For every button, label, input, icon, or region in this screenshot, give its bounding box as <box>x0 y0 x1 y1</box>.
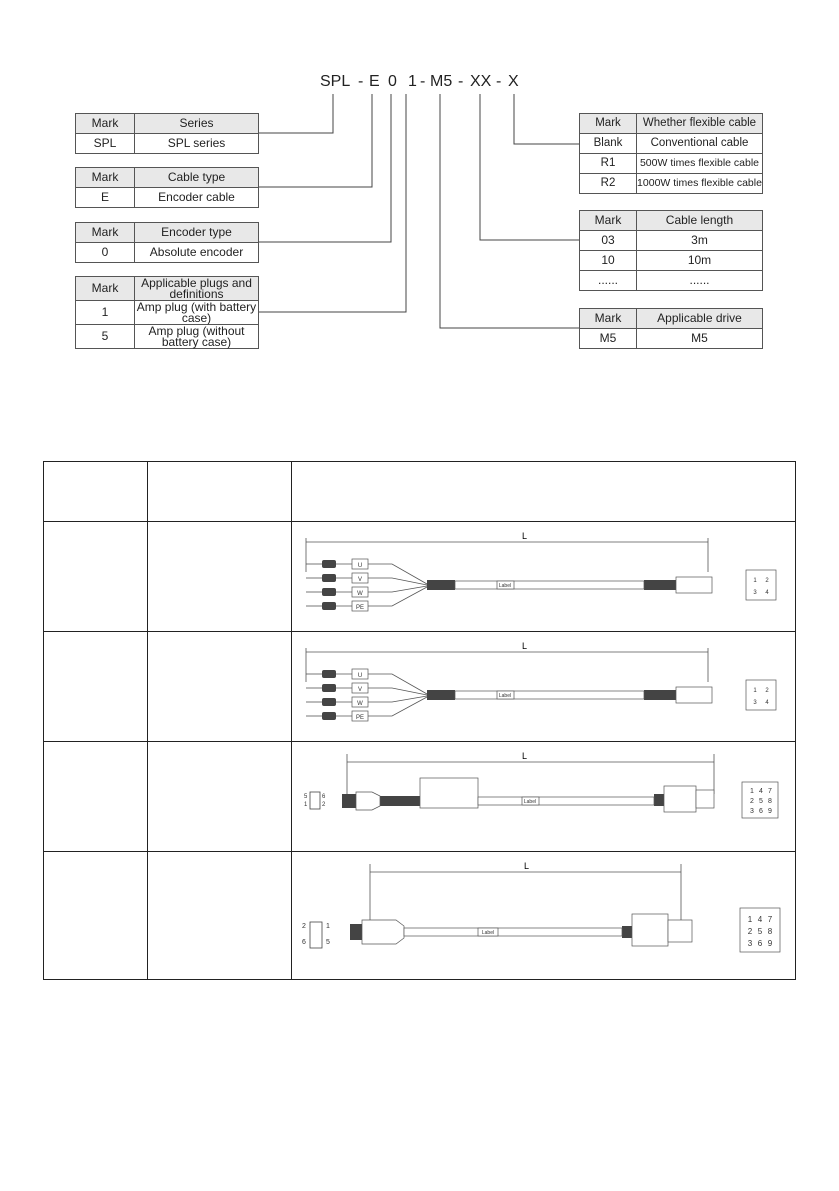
row-cell <box>44 742 148 852</box>
header-mark: Mark <box>76 114 135 134</box>
header-flexible: Whether flexible cable <box>637 114 763 134</box>
code-part-flexible: X <box>508 73 519 90</box>
label-tag: Label <box>498 583 512 589</box>
header-mark: Mark <box>580 309 637 329</box>
power-cable-flex-drawing <box>292 632 795 736</box>
cell-mark: 10 <box>580 251 637 271</box>
code-dash: - <box>496 73 502 90</box>
row-cell <box>148 522 292 632</box>
header-cell-2 <box>148 462 292 522</box>
wire-label-pe: PE <box>355 605 365 611</box>
pin9-8: 8 <box>768 798 772 805</box>
cell-mark: 5 <box>76 325 135 349</box>
row-cell <box>44 632 148 742</box>
header-series: Series <box>135 114 259 134</box>
length-table <box>579 210 763 291</box>
pin9-5: 5 <box>757 927 763 936</box>
cell-cable-type: Encoder cable <box>135 188 259 208</box>
pin-1: 1 <box>326 923 330 930</box>
pin9-4: 4 <box>759 788 763 795</box>
pin-2: 2 <box>322 802 326 808</box>
header-mark: Mark <box>76 168 135 188</box>
label-tag: Label <box>481 930 495 936</box>
code-part-encoder-type: 0 <box>388 73 397 90</box>
header-mark: Mark <box>580 211 637 231</box>
label-tag: Label <box>523 799 537 805</box>
encoder-cable-battery-drawing <box>292 742 795 846</box>
drawing-cell <box>292 852 796 980</box>
cell-plug: Amp plug (with battery case) <box>135 301 259 325</box>
header-drive: Applicable drive <box>637 309 763 329</box>
row-cell <box>148 852 292 980</box>
code-part-drive: M5 <box>430 73 453 90</box>
header-row <box>44 462 796 522</box>
table-row <box>44 522 796 632</box>
encoder-cable-drawing <box>292 852 795 974</box>
pin9-3: 3 <box>750 808 754 815</box>
cell-length: ...... <box>637 271 763 291</box>
pin9-9: 9 <box>768 808 772 815</box>
code-dash: - <box>420 73 426 90</box>
cell-mark: SPL <box>76 134 135 154</box>
pin-3: 3 <box>753 700 757 706</box>
header-cable-type: Cable type <box>135 168 259 188</box>
cell-flexible: Conventional cable <box>637 134 763 154</box>
pin9-2: 2 <box>750 798 754 805</box>
cell-mark: M5 <box>580 329 637 349</box>
pin9-9: 9 <box>767 939 773 948</box>
wire-label-w: W <box>357 701 363 707</box>
header-cell-3 <box>292 462 796 522</box>
wire-label-v: V <box>357 577 363 583</box>
pin-4: 4 <box>765 700 769 706</box>
pin9-3: 3 <box>747 939 753 948</box>
row-cell <box>44 852 148 980</box>
drawing-cell <box>292 742 796 852</box>
drive-table <box>579 308 763 349</box>
header-plugs: Applicable plugs and definitions <box>135 277 259 301</box>
cell-mark: Blank <box>580 134 637 154</box>
header-length: Cable length <box>637 211 763 231</box>
drawing-cell <box>292 632 796 742</box>
table-row <box>44 852 796 980</box>
cell-mark: R2 <box>580 174 637 194</box>
cell-mark: 0 <box>76 243 135 263</box>
pin-6: 6 <box>302 939 306 946</box>
flexible-table <box>579 113 763 194</box>
cell-mark: E <box>76 188 135 208</box>
cell-mark: 1 <box>76 301 135 325</box>
wire-label-v: V <box>357 687 363 693</box>
dimension-label: L <box>522 641 528 651</box>
header-mark: Mark <box>76 223 135 243</box>
pin-2: 2 <box>765 688 769 694</box>
wire-label-w: W <box>357 591 363 597</box>
series-table <box>75 113 259 154</box>
dimension-label: L <box>522 531 528 541</box>
pin9-4: 4 <box>757 915 763 924</box>
header-mark: Mark <box>76 277 135 301</box>
pin-2: 2 <box>765 578 769 584</box>
cell-mark: R1 <box>580 154 637 174</box>
cell-mark: 03 <box>580 231 637 251</box>
cell-encoder-type: Absolute encoder <box>135 243 259 263</box>
code-part-series: SPL <box>320 73 351 90</box>
code-part-cable-type: E <box>369 73 380 90</box>
plugs-table <box>75 276 259 349</box>
pin-1: 1 <box>753 578 757 584</box>
code-dash: - <box>458 73 464 90</box>
cell-flexible: 1000W times flexible cable <box>637 174 763 194</box>
wire-label-pe: PE <box>355 715 365 721</box>
cell-plug: Amp plug (without battery case) <box>135 325 259 349</box>
pin-2: 2 <box>302 923 306 930</box>
pin-1: 1 <box>753 688 757 694</box>
label-tag: Label <box>498 693 512 699</box>
row-cell <box>148 632 292 742</box>
pin9-8: 8 <box>767 927 773 936</box>
cell-mark: ...... <box>580 271 637 291</box>
table-row <box>44 742 796 852</box>
pin9-7: 7 <box>768 788 772 795</box>
code-part-plug: 1 <box>408 73 417 90</box>
cell-series: SPL series <box>135 134 259 154</box>
pin9-6: 6 <box>757 939 763 948</box>
pin9-1: 1 <box>747 915 753 924</box>
header-encoder-type: Encoder type <box>135 223 259 243</box>
row-cell <box>148 742 292 852</box>
pin-5: 5 <box>326 939 330 946</box>
header-cell-1 <box>44 462 148 522</box>
power-cable-drawing <box>292 522 795 626</box>
drawing-cell <box>292 522 796 632</box>
pin9-1: 1 <box>750 788 754 795</box>
dimension-label: L <box>524 861 530 871</box>
wire-label-u: U <box>357 673 363 679</box>
pin-5: 5 <box>304 794 308 800</box>
code-part-length: XX <box>470 73 492 90</box>
header-mark: Mark <box>580 114 637 134</box>
pin-6: 6 <box>322 794 326 800</box>
dimension-label: L <box>522 751 528 761</box>
pin-3: 3 <box>753 590 757 596</box>
cell-drive: M5 <box>637 329 763 349</box>
pin-1: 1 <box>304 802 308 808</box>
wire-label-u: U <box>357 563 363 569</box>
encoder-type-table <box>75 222 259 263</box>
cell-length: 10m <box>637 251 763 271</box>
table-row <box>44 632 796 742</box>
cell-flexible: 500W times flexible cable <box>637 154 763 174</box>
pin9-5: 5 <box>759 798 763 805</box>
cell-length: 3m <box>637 231 763 251</box>
pin9-6: 6 <box>759 808 763 815</box>
code-dash: - <box>358 73 364 90</box>
cable-drawings-table <box>43 461 796 980</box>
pin9-7: 7 <box>767 915 773 924</box>
row-cell <box>44 522 148 632</box>
pin-4: 4 <box>765 590 769 596</box>
cable-type-table <box>75 167 259 208</box>
pin9-2: 2 <box>747 927 753 936</box>
